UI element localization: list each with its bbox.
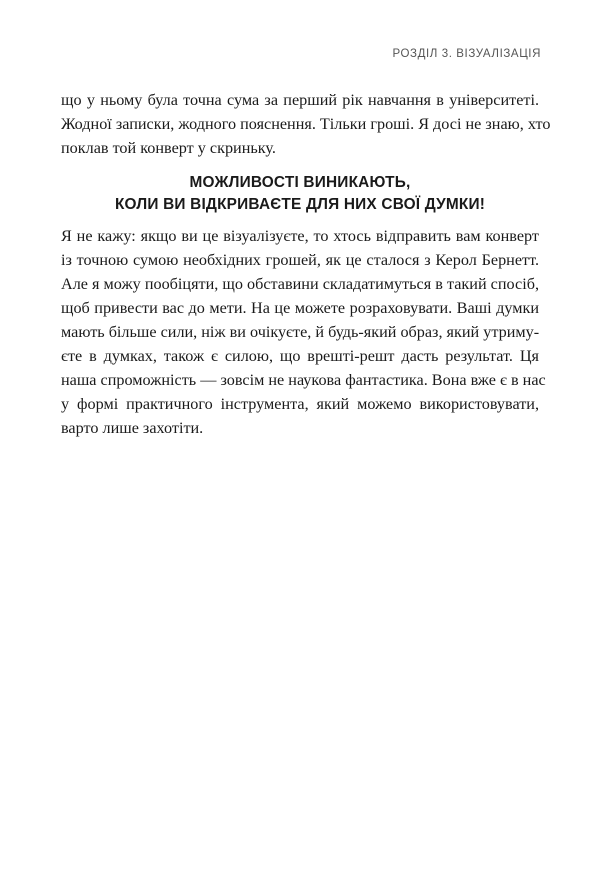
heading-line: МОЖЛИВОСТІ ВИНИКАЮТЬ, [189, 174, 411, 191]
text-line: із точною сумою необхідних грошей, як це сталося з Керол Бернетт. [61, 251, 539, 269]
text-line: поклав той конверт у скриньку. [61, 139, 276, 157]
paragraph-1 [61, 88, 551, 160]
text-line: щоб привести вас до мети. На це можете розраховувати. Ваші думки [61, 299, 539, 317]
running-header: РОЗДІЛ 3. ВІЗУАЛІЗАЦІЯ [392, 48, 541, 60]
paragraph-2 [61, 224, 546, 440]
section-heading [61, 172, 539, 216]
text-line: мають більше сили, ніж ви очікуєте, й будь-який образ, який утриму- [61, 323, 540, 341]
text-line: єте в думках, також є силою, що врешті-решт дасть результат. Ця [61, 347, 539, 365]
heading-line: КОЛИ ВИ ВІДКРИВАЄТЕ ДЛЯ НИХ СВОЇ ДУМКИ! [114, 196, 486, 213]
text-line: Я не кажу: якщо ви це візуалізуєте, то хтось відправить вам конверт [61, 227, 539, 245]
text-line: що у ньому була точна сума за перший рік навчання в університеті. [61, 91, 539, 109]
text-line: Жодної записки, жодного пояснення. Тільки гроші. Я досі не знаю, хто [61, 115, 551, 133]
text-line: у формі практичного інструмента, який можемо використовувати, [61, 395, 539, 413]
text-line: наша спроможність — зовсім не наукова фантастика. Вона вже є в нас [61, 371, 546, 389]
text-line: варто лише захотіти. [61, 419, 204, 437]
text-line: Але я можу пообіцяти, що обставини складатимуться в такий спосіб, [61, 275, 539, 293]
